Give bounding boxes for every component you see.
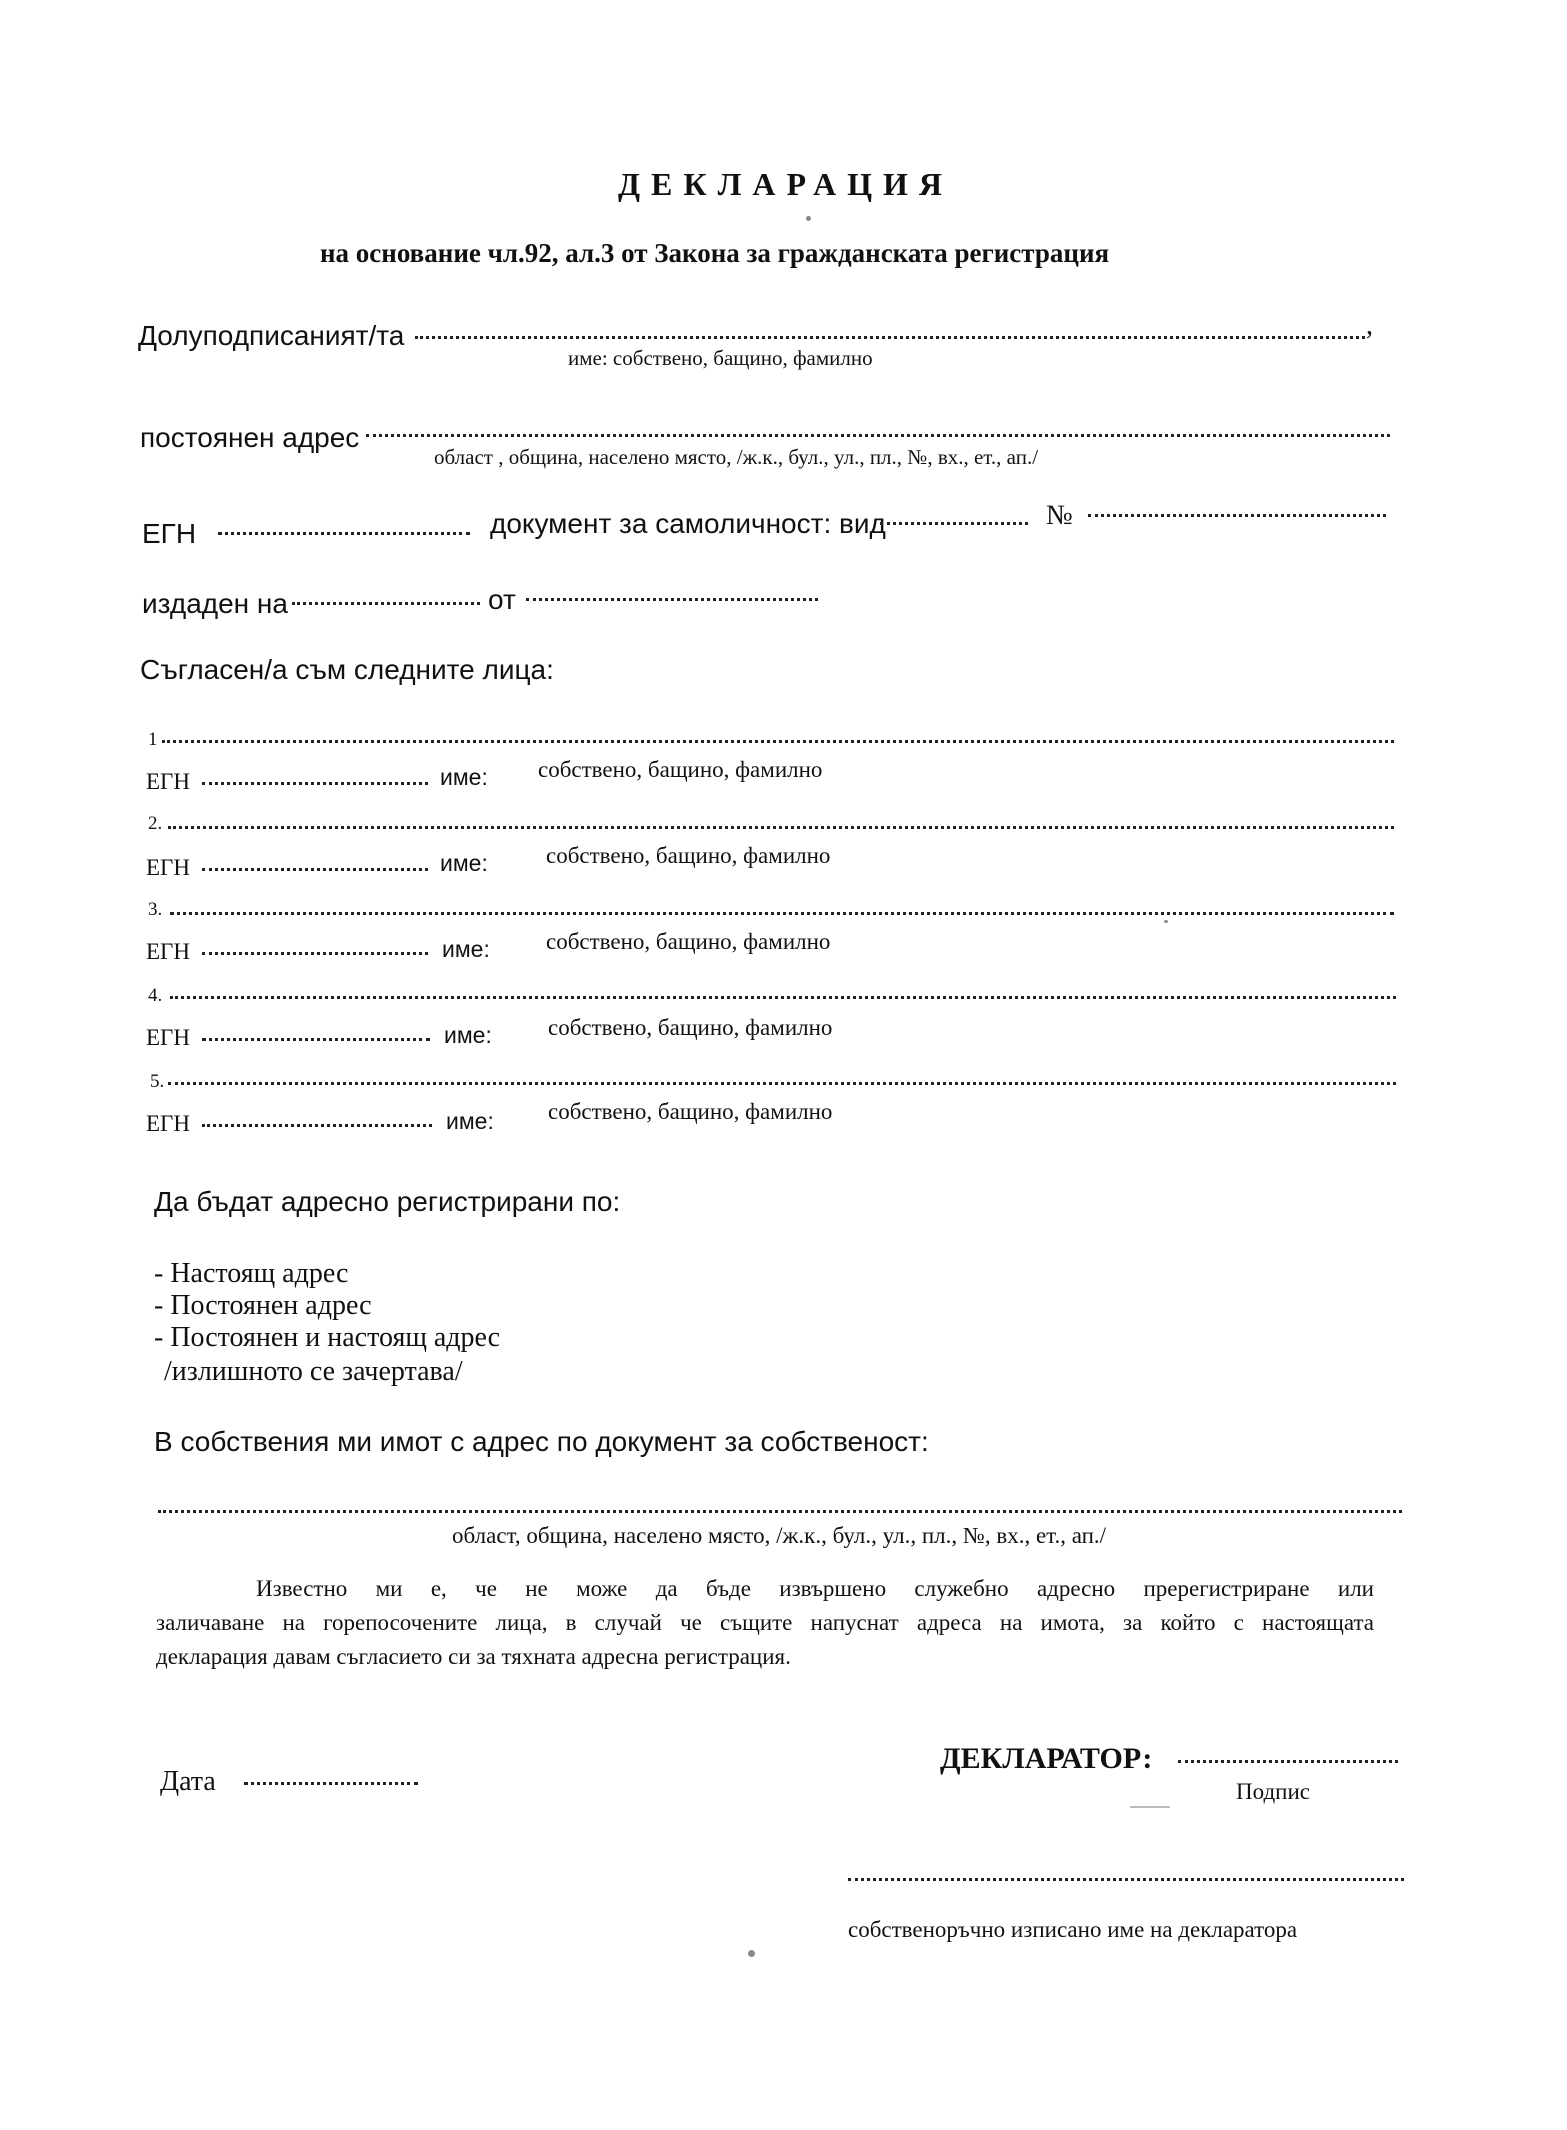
person-name-hint: собствено, бащино, фамилно <box>548 1099 833 1124</box>
person-name-hint: собствено, бащино, фамилно <box>538 757 823 782</box>
person-number: 5. <box>150 1071 165 1092</box>
declarant-egn-label: ЕГН <box>142 518 197 549</box>
person-egn-label: ЕГН <box>146 939 190 964</box>
person-name-field[interactable] <box>168 826 1394 829</box>
person-number: 2. <box>148 813 163 834</box>
statement-line: Известно ми е, че не може да бъде извършено служебно адресно пререгистриране или <box>256 1576 1374 1601</box>
permanent-address-field[interactable] <box>366 434 1390 437</box>
person-egn-field[interactable] <box>202 782 428 785</box>
registration-intro: Да бъдат адресно регистрирани по: <box>154 1186 621 1217</box>
id-document-number-field[interactable] <box>1088 514 1386 517</box>
signature-label: Подпис <box>1236 1779 1310 1804</box>
registration-note: /излишното се зачертава/ <box>164 1356 463 1387</box>
person-egn-label: ЕГН <box>146 769 190 794</box>
person-number: 3. <box>148 899 163 920</box>
scan-speck <box>1164 920 1168 923</box>
person-name-hint: собствено, бащино, фамилно <box>546 843 831 868</box>
statement-line: заличаване на горепосочените лица, в случай че същите напуснат адреса на имота, за който с настоящата <box>156 1610 1374 1635</box>
registration-option-permanent[interactable]: - Постоянен адрес <box>154 1290 372 1321</box>
person-egn-field[interactable] <box>202 1124 432 1127</box>
persons-intro: Съгласен/а съм следните лица: <box>140 654 554 685</box>
person-egn-label: ЕГН <box>146 1025 190 1050</box>
statement-paragraph <box>156 1572 1374 1674</box>
person-name-label: име: <box>442 936 490 962</box>
signature-field[interactable] <box>1178 1760 1398 1763</box>
registration-option-both[interactable]: - Постоянен и настоящ адрес <box>154 1322 501 1353</box>
declarant-name-label: Долуподписаният/та <box>138 320 405 351</box>
id-document-type-field[interactable] <box>880 522 1028 525</box>
scan-speck <box>748 1950 755 1957</box>
person-egn-label: ЕГН <box>146 855 190 880</box>
person-name-field[interactable] <box>168 1082 1396 1085</box>
person-name-label: име: <box>440 850 488 876</box>
document-subtitle: на основание чл.92, ал.3 от Закона за гражданската регистрация <box>320 238 1110 268</box>
person-name-label: име: <box>440 764 488 790</box>
declarant-name-hint: име: собствено, бащино, фамилно <box>568 346 873 370</box>
date-label: Дата <box>160 1766 216 1797</box>
person-number: 1 <box>148 729 158 750</box>
person-egn-label: ЕГН <box>146 1111 190 1136</box>
issued-by-field[interactable] <box>526 598 818 601</box>
person-egn-field[interactable] <box>202 952 428 955</box>
id-document-number-label: № <box>1046 500 1073 531</box>
person-name-hint: собствено, бащино, фамилно <box>546 929 831 954</box>
person-name-hint: собствено, бащино, фамилно <box>548 1015 833 1040</box>
person-name-field[interactable] <box>170 996 1396 999</box>
issued-on-label: издаден на <box>142 588 288 619</box>
person-name-label: име: <box>446 1108 494 1134</box>
property-address-field[interactable] <box>158 1510 1402 1513</box>
handwritten-name-field[interactable] <box>848 1878 1404 1881</box>
date-field[interactable] <box>244 1782 418 1785</box>
issued-by-label: от <box>488 584 516 615</box>
handwritten-name-label: собственоръчно изписано име на декларатора <box>848 1917 1298 1942</box>
person-egn-field[interactable] <box>202 868 428 871</box>
document-title: ДЕКЛАРАЦИЯ <box>618 166 953 202</box>
declarant-name-field[interactable] <box>415 336 1365 339</box>
property-label: В собствения ми имот с адрес по документ за собственост: <box>154 1426 929 1457</box>
permanent-address-hint: област , община, населено място, /ж.к., бул., ул., пл., №, вх., ет., ап./ <box>434 445 1039 469</box>
person-name-field[interactable] <box>170 912 1394 915</box>
property-address-hint: област, община, населено място, /ж.к., бул., ул., пл., №, вх., ет., ап./ <box>452 1523 1107 1548</box>
comma: , <box>1366 310 1373 341</box>
declarator-label: ДЕКЛАРАТОР: <box>940 1742 1153 1775</box>
person-name-label: име: <box>444 1022 492 1048</box>
declarant-egn-field[interactable] <box>218 532 470 535</box>
person-egn-field[interactable] <box>202 1038 430 1041</box>
statement-line: декларация давам съгласието си за тяхната адресна регистрация. <box>156 1644 791 1669</box>
person-number: 4. <box>148 985 163 1006</box>
scan-speck <box>806 216 811 221</box>
person-name-field[interactable] <box>162 740 1394 743</box>
permanent-address-label: постоянен адрес <box>140 422 360 453</box>
id-document-type-label: документ за самоличност: вид <box>490 508 886 539</box>
scan-speck <box>1130 1806 1170 1808</box>
issued-on-field[interactable] <box>292 602 480 605</box>
registration-option-current[interactable]: - Настоящ адрес <box>154 1258 349 1289</box>
